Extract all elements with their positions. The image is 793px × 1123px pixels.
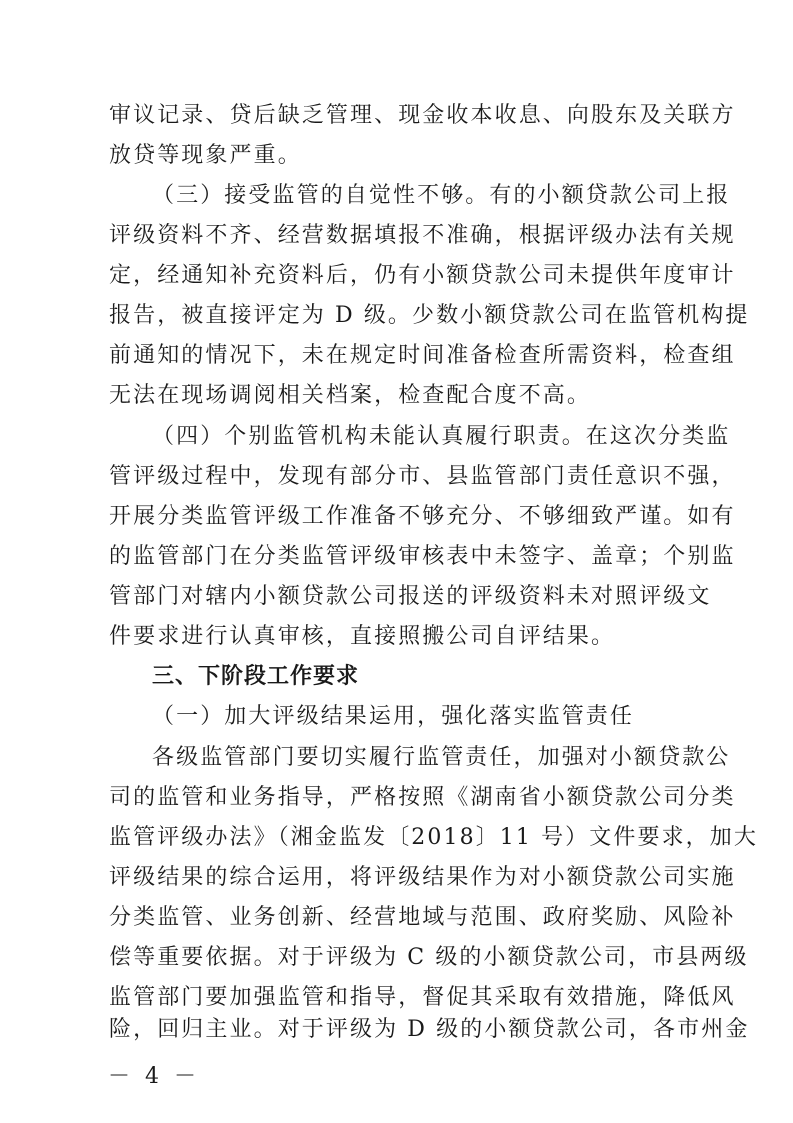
text-line-20: 评级结果的综合运用，将评级结果作为对小额贷款公司实施 — [109, 865, 736, 890]
subsection-heading: （一）加大评级结果运用，强化落实监管责任 — [152, 704, 635, 729]
section-3-paragraph-start: （三）接受监管的自觉性不够。有的小额贷款公司上报 — [152, 183, 731, 208]
text-line-10: 管评级过程中，发现有部分市、县监管部门责任意识不强， — [109, 464, 736, 489]
text-line-6: 报告，被直接评定为 D 级。少数小额贷款公司在监管机构提 — [109, 303, 750, 328]
text-line-8: 无法在现场调阅相关档案，检查配合度不高。 — [109, 383, 592, 408]
text-line-5: 定，经通知补充资料后，仍有小额贷款公司未提供年度审计 — [109, 263, 736, 288]
text-line-23: 监管部门要加强监管和指导，督促其采取有效措施，降低风 — [109, 985, 736, 1010]
text-line-19: 监管评级办法》（湘金监发〔2018〕11 号）文件要求，加大 — [109, 825, 758, 850]
text-line-7: 前通知的情况下，未在规定时间准备检查所需资料，检查组 — [109, 343, 736, 368]
text-line-14: 件要求进行认真审核，直接照搬公司自评结果。 — [109, 624, 616, 649]
text-line-18: 司的监管和业务指导，严格按照《湖南省小额贷款公司分类 — [109, 785, 736, 810]
page-number: － 4 － — [108, 1064, 200, 1089]
text-line-11: 开展分类监管评级工作准备不够充分、不够细致严谨。如有 — [109, 504, 736, 529]
text-line-24: 险，回归主业。对于评级为 D 级的小额贷款公司，各市州金 — [109, 1017, 750, 1042]
section-4-paragraph-start: （四）个别监管机构未能认真履行职责。在这次分类监 — [152, 424, 731, 449]
text-line-21: 分类监管、业务创新、经营地域与范围、政府奖励、风险补 — [109, 905, 736, 930]
text-line-2: 放贷等现象严重。 — [109, 143, 302, 168]
text-line-22: 偿等重要依据。对于评级为 C 级的小额贷款公司，市县两级 — [109, 945, 749, 970]
paragraph-start: 各级监管部门要切实履行监管责任，加强对小额贷款公 — [152, 745, 731, 770]
text-line-1: 审议记录、贷后缺乏管理、现金收本收息、向股东及关联方 — [109, 103, 736, 128]
text-line-12: 的监管部门在分类监管评级审核表中未签字、盖章；个别监 — [109, 544, 736, 569]
section-heading: 三、下阶段工作要求 — [152, 664, 360, 689]
text-line-13: 管部门对辖内小额贷款公司报送的评级资料未对照评级文 — [109, 584, 712, 609]
text-line-4: 评级资料不齐、经营数据填报不准确，根据评级办法有关规 — [109, 223, 736, 248]
